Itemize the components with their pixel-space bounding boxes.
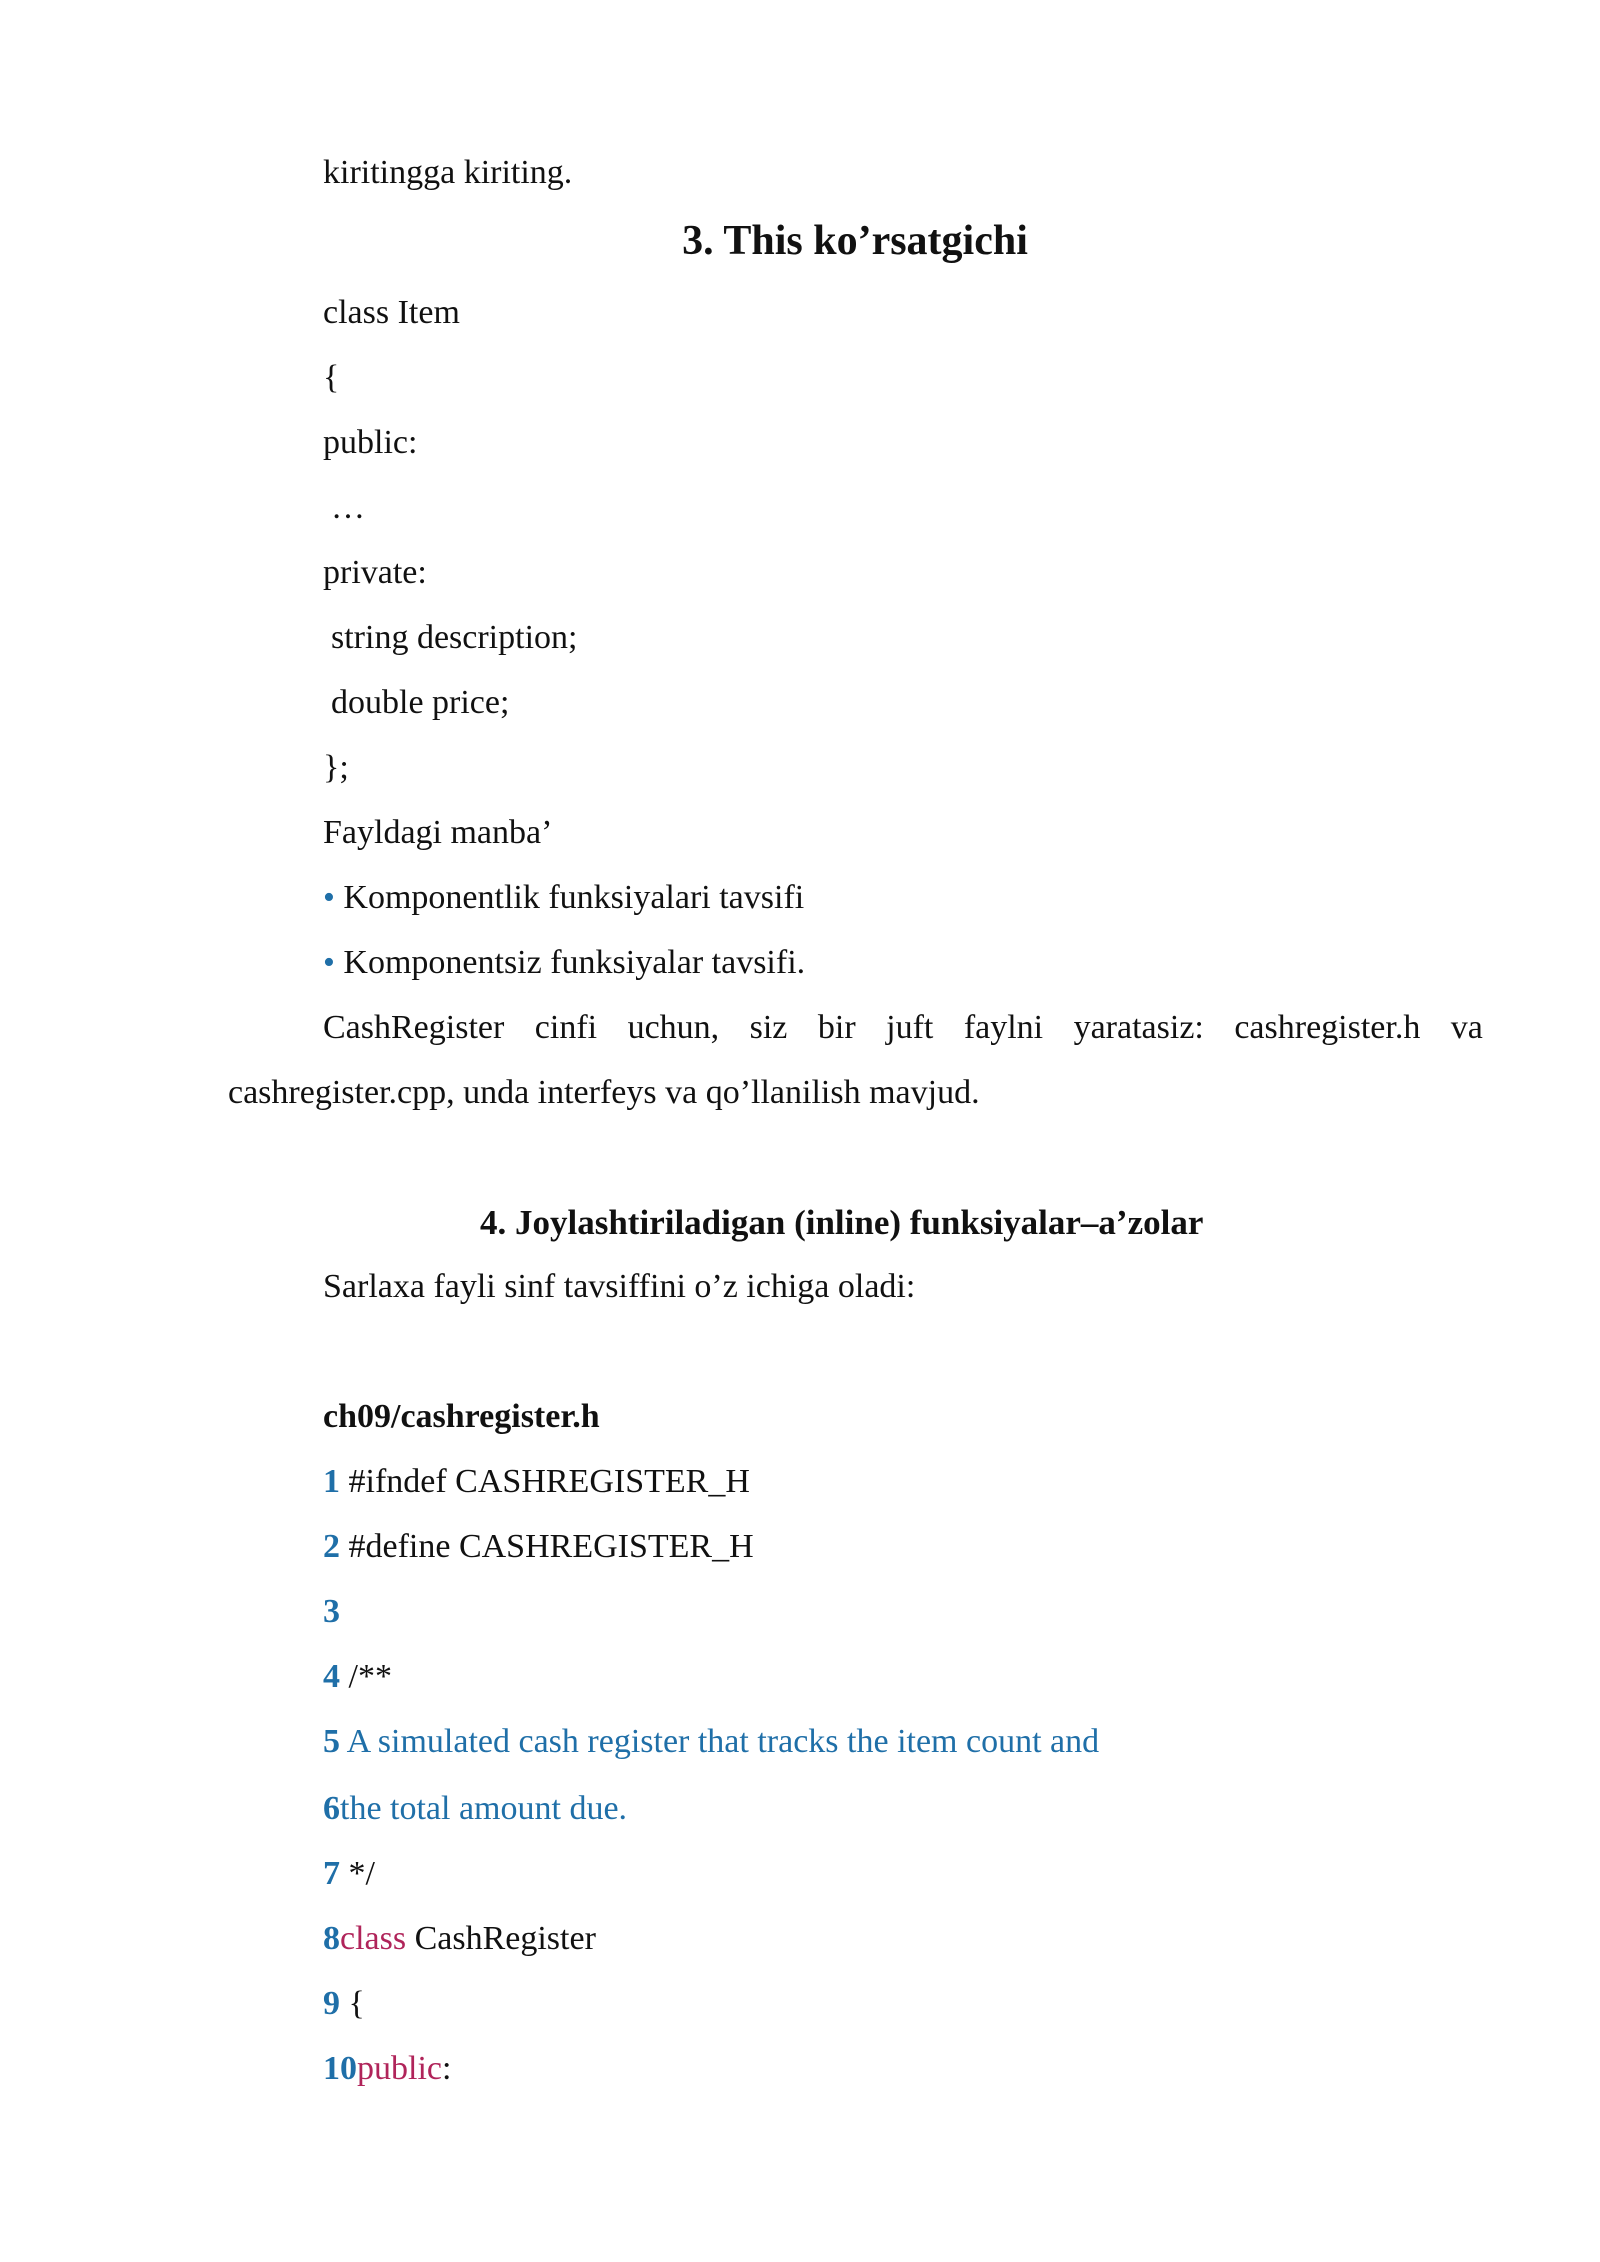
code-text: { [348, 1985, 365, 2022]
paragraph-word: cinfi [534, 1009, 598, 1046]
bullet-text: Komponentlik funksiyalari tavsifi [343, 879, 805, 916]
line-number: 3 [323, 1593, 340, 1630]
paragraph-word: cashregister.h [1234, 1009, 1421, 1046]
code-text: /** [348, 1658, 392, 1695]
code-line [323, 1788, 627, 1830]
line-number-gap [340, 1528, 349, 1565]
code-line [323, 1656, 392, 1698]
code-line-private: private: [323, 554, 427, 591]
code-line [323, 1721, 1099, 1763]
code-keyword: class [340, 1920, 407, 1957]
line-number: 7 [323, 1855, 340, 1892]
text-line: kiritingga kiriting. [323, 154, 573, 191]
code-line [323, 1591, 340, 1633]
code-text: #define CASHREGISTER_H [348, 1528, 754, 1565]
line-number: 10 [323, 2050, 357, 2087]
line-number: 8 [323, 1920, 340, 1957]
code-line-price: double price; [331, 684, 510, 721]
paragraph-word: yaratasiz: [1073, 1009, 1204, 1046]
code-line [323, 1853, 375, 1895]
code-line [323, 1526, 754, 1568]
code-line-open-brace: { [323, 359, 340, 396]
line-number-gap [340, 1985, 349, 2022]
paragraph-word: bir [817, 1009, 856, 1046]
section-heading-4: 4. Joylashtiriladigan (inline) funksiyalar–a’zolar [480, 1203, 1204, 1242]
code-text: CashRegister [406, 1920, 596, 1957]
paragraph-word: uchun, [627, 1009, 720, 1046]
code-file-title: ch09/cashregister.h [323, 1398, 600, 1435]
paragraph-word: juft [886, 1009, 934, 1046]
section-heading-3: 3. This ko’rsatgichi [682, 218, 1028, 264]
bullet-icon: • [323, 944, 335, 981]
line-number: 5 [323, 1723, 340, 1760]
code-line-class-item: class Item [323, 294, 460, 331]
line-number-gap [340, 1463, 349, 1500]
code-line [323, 1983, 365, 2025]
paragraph-word: CashRegister [323, 1009, 505, 1046]
bullet-item [323, 877, 804, 919]
line-number: 4 [323, 1658, 340, 1695]
code-line-description: string description; [331, 619, 578, 656]
code-line-ellipsis: … [331, 489, 365, 526]
text-line: cashregister.cpp, unda interfeys va qo’llanilish mavjud. [228, 1074, 980, 1111]
paragraph-word: siz [749, 1009, 788, 1046]
bullet-item [323, 942, 805, 984]
code-comment: A simulated cash register that tracks the item count and [346, 1723, 1100, 1760]
code-line-close-brace: }; [323, 749, 349, 786]
code-line-public: public: [323, 424, 418, 461]
code-line [323, 2048, 451, 2090]
paragraph-word: va [1450, 1009, 1483, 1046]
justified-paragraph-line [323, 1007, 1483, 1049]
code-text: #ifndef CASHREGISTER_H [348, 1463, 750, 1500]
line-number-gap [340, 1723, 347, 1760]
code-line [323, 1461, 750, 1503]
text-line: Sarlaxa fayli sinf tavsiffini o’z ichiga oladi: [323, 1268, 916, 1305]
text-line: Fayldagi manba’ [323, 814, 553, 851]
code-text: */ [348, 1855, 375, 1892]
code-line [323, 1918, 596, 1960]
code-comment: the total amount due. [340, 1790, 628, 1827]
bullet-icon: • [323, 879, 335, 916]
line-number: 1 [323, 1463, 340, 1500]
line-number: 9 [323, 1985, 340, 2022]
line-number: 2 [323, 1528, 340, 1565]
line-number-gap [340, 1855, 349, 1892]
code-text: : [441, 2050, 452, 2087]
bullet-text: Komponentsiz funksiyalar tavsifi. [343, 944, 806, 981]
code-keyword: public [357, 2050, 442, 2087]
paragraph-word: faylni [963, 1009, 1044, 1046]
line-number-gap [340, 1658, 349, 1695]
line-number: 6 [323, 1790, 340, 1827]
